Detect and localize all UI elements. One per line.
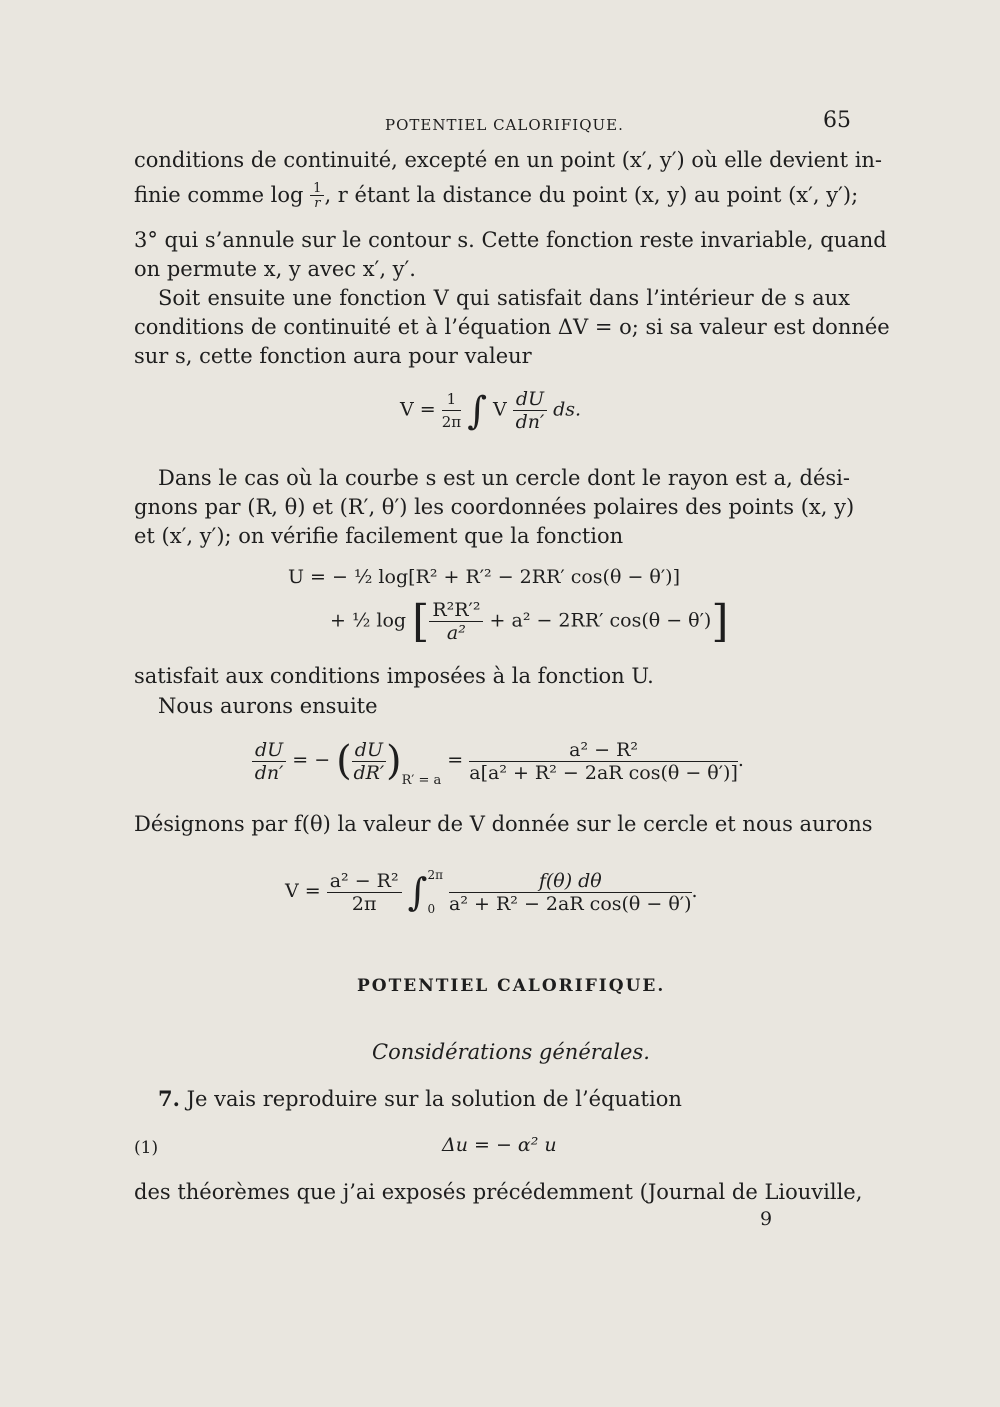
eq3-partial-num: dU [352, 739, 386, 762]
one-over-r-fraction [310, 182, 324, 211]
eq3-partial-den: dR′ [353, 761, 385, 784]
equation-3 [252, 738, 744, 788]
eq1-deriv-num: dU [513, 388, 547, 411]
section-subtitle: Considérations générales. [372, 1040, 650, 1064]
eq2-frac-num: R²R′² [429, 599, 483, 622]
para2-line3: sur s, cette fonction aura pour valeur [134, 344, 532, 368]
eq1-deriv-den: dn′ [515, 411, 545, 433]
eq3-partial-fraction [352, 739, 386, 784]
eq4-integrand-num: f(θ) dθ [449, 870, 691, 893]
para6-line2: des théorèmes que j’ai exposés précédemment (Journal de Liouville, [134, 1180, 863, 1204]
left-paren: ( [336, 738, 352, 784]
eq3-rhs-den: a[a² + R² − 2aR cos(θ − θ′)] [469, 761, 738, 784]
para1-line3: 3° qui s’annule sur le contour s. Cette fonction reste invariable, quand [134, 228, 887, 252]
para2-line1: Soit ensuite une fonction V qui satisfait dans l’intérieur de s aux [158, 286, 850, 310]
para3-line3: et (x′, y′); on vérifie facilement que la fonction [134, 524, 624, 548]
eq3-lhs-num: dU [252, 739, 286, 762]
eq3-equals-minus: = − [292, 749, 331, 771]
equation-1 [400, 388, 581, 433]
eq3-rhs-num: a² − R² [469, 739, 738, 762]
eq2-half-log: + ½ log [330, 609, 407, 632]
lower-limit: 0 [427, 902, 436, 916]
eq4-integrand-den: a² + R² − 2aR cos(θ − θ′) [449, 892, 692, 915]
eq4-integrand-fraction [449, 870, 691, 915]
para6-line1 [158, 1084, 682, 1114]
eq3-equals: = [447, 749, 464, 771]
signature-mark: 9 [760, 1208, 773, 1230]
eq1-tail: ds. [553, 398, 582, 421]
equation-4 [285, 858, 698, 926]
para4-line2: Nous aurons ensuite [158, 694, 378, 718]
fraction-denominator: r [314, 196, 321, 211]
eq2-frac-den: a² [446, 622, 466, 644]
eq1-lhs: V = [400, 398, 436, 421]
eq3-rhs-fraction [469, 739, 738, 784]
fraction-numerator: 1 [310, 182, 324, 196]
para1-line1: conditions de continuité, excepté en un point (x′, y′) où elle devient in- [134, 148, 883, 172]
page-number: 65 [823, 108, 851, 133]
eq4-tail: . [691, 880, 698, 902]
para4-line1: satisfait aux conditions imposées à la fonction U. [134, 664, 654, 688]
article-number: 7. [158, 1086, 180, 1111]
para3-line2: gnons par (R, θ) et (R′, θ′) les coordonnées polaires des points (x, y) [134, 495, 855, 519]
right-paren: ) [385, 738, 402, 784]
section-title: POTENTIEL CALORIFIQUE. [357, 976, 666, 996]
eq1-coefficient [442, 388, 461, 433]
para1-line2 [134, 181, 858, 211]
eq3-lhs-fraction [252, 739, 286, 784]
integral-limits [427, 858, 443, 926]
integral-sign: ∫ [407, 870, 428, 914]
integral-sign: ∫ [467, 388, 487, 433]
para1-line2-b: , r étant la distance du point (x, y) au point (x′, y′); [324, 183, 859, 207]
para5-line1: Désignons par f(θ) la valeur de V donnée sur le cercle et nous aurons [134, 812, 873, 836]
para3-line1: Dans le cas où la courbe s est un cercle dont le rayon est a, dési- [158, 466, 850, 490]
eq2-fraction [429, 599, 483, 644]
eq1-coef-num: 1 [442, 388, 461, 411]
eq4-coefficient [327, 870, 402, 915]
eq4-coef-num: a² − R² [327, 870, 402, 893]
eq3-lhs-den: dn′ [254, 761, 284, 784]
para2-line2: conditions de continuité et à l’équation ΔV = o; si sa valeur est donnée [134, 315, 890, 339]
eq1-derivative [513, 388, 547, 433]
eq3-tail: . [737, 749, 744, 771]
equation-2-line2 [330, 596, 729, 647]
para6-line1-text: Je vais reproduire sur la solution de l’équation [186, 1087, 682, 1111]
eq2-line2-tail: + a² − 2RR′ cos(θ − θ′) [489, 609, 712, 632]
para1-line4: on permute x, y avec x′, y′. [134, 257, 416, 281]
left-bracket: [ [412, 596, 430, 647]
eq4-lhs: V = [285, 880, 321, 902]
equation-2-line1: U = − ½ log[R² + R′² − 2RR′ cos(θ − θ′)] [288, 566, 680, 588]
running-title: POTENTIEL CALORIFIQUE. [385, 116, 624, 134]
para1-line2-a: finie comme log [134, 183, 311, 207]
eq1-coef-den: 2π [441, 413, 462, 431]
right-bracket: ] [711, 596, 729, 647]
eq3-subscript: R′ = a [401, 773, 442, 788]
equation-label: (1) [134, 1138, 159, 1158]
upper-limit: 2π [427, 868, 443, 882]
eq4-coef-den: 2π [351, 892, 377, 915]
equation-5: Δu = − α² u [442, 1134, 557, 1156]
eq1-integrand: V [493, 398, 507, 421]
